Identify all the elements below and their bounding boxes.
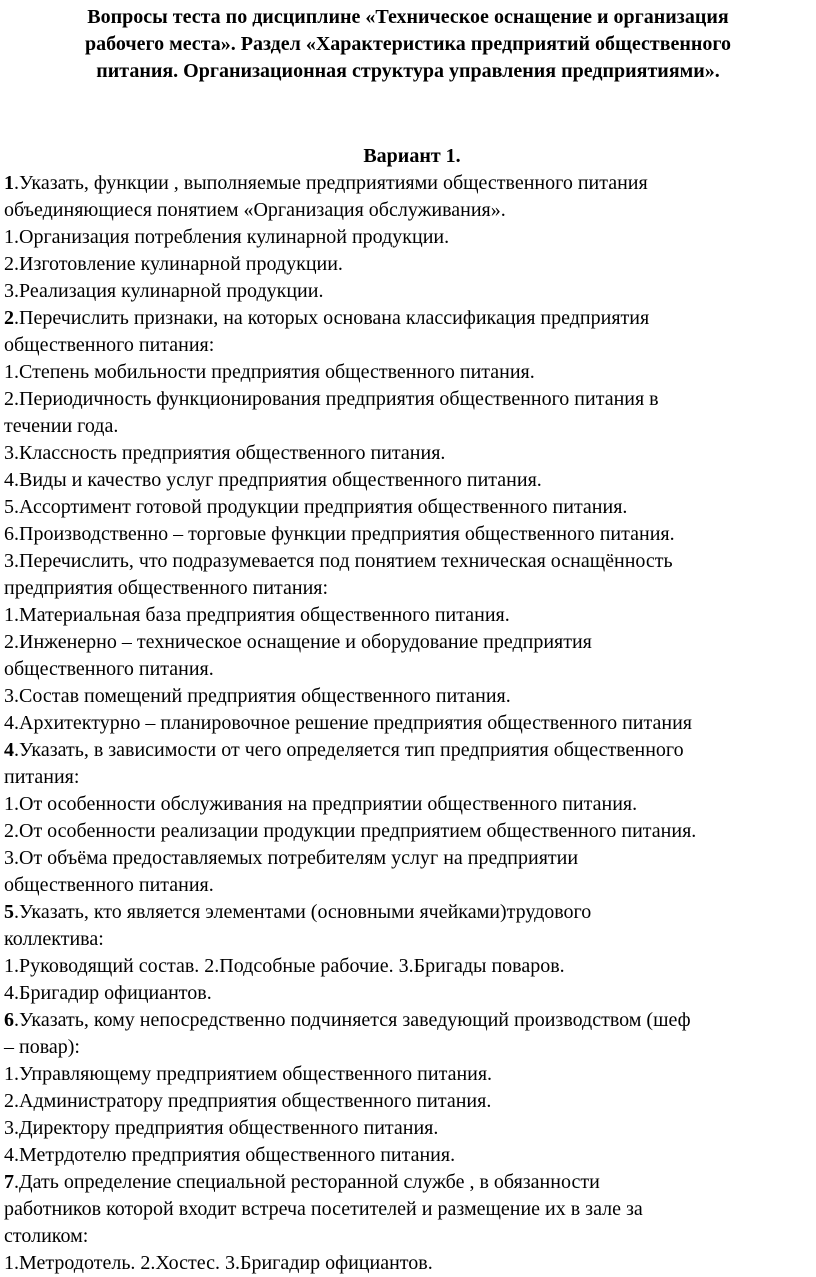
text-line (4, 386, 816, 413)
line-text: предприятия общественного питания: (4, 577, 329, 599)
text-line (4, 1223, 816, 1250)
question-line (4, 305, 816, 332)
document-body (4, 170, 816, 1277)
line-text: 4.Бригадир официантов. (4, 982, 212, 1004)
text-line (4, 251, 816, 278)
text-line (4, 845, 816, 872)
question-line (4, 1169, 816, 1196)
line-text: 1.От особенности обслуживания на предприятии общественного питания. (4, 793, 638, 815)
line-text: питания: (4, 766, 80, 788)
question-number: 5 (4, 901, 14, 923)
line-text: 1.Степень мобильности предприятия общественного питания. (4, 361, 535, 383)
line-text: 3.Реализация кулинарной продукции. (4, 280, 324, 302)
text-line (4, 1088, 816, 1115)
title-line: питания. Организационная структура управления предприятиями». (96, 60, 720, 82)
line-text: 3.Директору предприятия общественного питания. (4, 1117, 439, 1139)
line-text: 2.Инженерно – техническое оснащение и оборудование предприятия (4, 631, 592, 653)
line-text: .Дать определение специальной ресторанной службе , в обязанности (14, 1171, 600, 1193)
question-line (4, 899, 816, 926)
question-number: 1 (4, 172, 14, 194)
text-line (4, 1142, 816, 1169)
text-line (4, 440, 816, 467)
question-number: 4 (4, 739, 14, 761)
text-line (4, 602, 816, 629)
text-line (4, 521, 816, 548)
line-text: коллектива: (4, 928, 104, 950)
text-line (4, 1061, 816, 1088)
title-line: рабочего места». Раздел «Характеристика предприятий общественного (84, 33, 731, 55)
text-line (4, 872, 816, 899)
text-line (4, 575, 816, 602)
line-text: 1.Руководящий состав. 2.Подсобные рабочие. 3.Бригады поваров. (4, 955, 565, 977)
line-text: течении года. (4, 415, 119, 437)
text-line (4, 1196, 816, 1223)
text-line (4, 926, 816, 953)
line-text: 5.Ассортимент готовой продукции предприятия общественного питания. (4, 496, 628, 518)
text-line (4, 548, 816, 575)
text-line (4, 629, 816, 656)
line-text: 3.Состав помещений предприятия общественного питания. (4, 685, 511, 707)
line-text: .Перечислить признаки, на которых основана классификация предприятия (14, 307, 650, 329)
line-text: – повар): (4, 1036, 80, 1058)
line-text: 2.От особенности реализации продукции предприятием общественного питания. (4, 820, 697, 842)
text-line (4, 764, 816, 791)
line-text: столиком: (4, 1225, 89, 1247)
line-text: общественного питания. (4, 658, 214, 680)
line-text: .Указать, функции , выполняемые предприятиями общественного питания (14, 172, 648, 194)
text-line (4, 1034, 816, 1061)
line-text: общественного питания. (4, 874, 214, 896)
text-line (4, 710, 816, 737)
question-number: 6 (4, 1009, 14, 1031)
line-text: .Указать, кто является элементами (основными ячейками)трудового (14, 901, 592, 923)
line-text: 4.Метрдотелю предприятия общественного питания. (4, 1144, 456, 1166)
line-text: .Указать, кому непосредственно подчиняется заведующий производством (шеф (14, 1009, 691, 1031)
line-text: общественного питания: (4, 334, 215, 356)
line-text: 3.От объёма предоставляемых потребителям услуг на предприятии (4, 847, 579, 869)
line-text: работников которой входит встреча посетителей и размещение их в зале за (4, 1198, 643, 1220)
line-text: 2.Администратору предприятия общественного питания. (4, 1090, 492, 1112)
text-line (4, 1250, 816, 1277)
line-text: 3.Перечислить, что подразумевается под понятием техническая оснащённость (4, 550, 673, 572)
question-number: 7 (4, 1171, 14, 1193)
text-line (4, 683, 816, 710)
question-line (4, 737, 816, 764)
text-line (4, 494, 816, 521)
text-line (4, 791, 816, 818)
text-line (4, 278, 816, 305)
line-text: 4.Архитектурно – планировочное решение предприятия общественного питания (4, 712, 692, 734)
text-line (4, 980, 816, 1007)
variant-heading: Вариант 1. (363, 145, 461, 167)
line-text: 4.Виды и качество услуг предприятия общественного питания. (4, 469, 542, 491)
title-line: Вопросы теста по дисциплине «Техническое оснащение и организация (87, 6, 729, 28)
line-text: 1.Метродотель. 2.Хостес. 3.Бригадир официантов. (4, 1252, 433, 1274)
line-text: 1.Организация потребления кулинарной продукции. (4, 226, 450, 248)
text-line (4, 1115, 816, 1142)
text-line (4, 953, 816, 980)
line-text: 2.Периодичность функционирования предприятия общественного питания в (4, 388, 659, 410)
text-line (4, 359, 816, 386)
line-text: 2.Изготовление кулинарной продукции. (4, 253, 343, 275)
text-line (4, 332, 816, 359)
line-text: .Указать, в зависимости от чего определяется тип предприятия общественного (14, 739, 684, 761)
line-text: объединяющиеся понятием «Организация обслуживания». (4, 199, 506, 221)
text-line (4, 197, 816, 224)
question-line (4, 170, 816, 197)
document-title (8, 4, 808, 85)
line-text: 3.Классность предприятия общественного питания. (4, 442, 446, 464)
text-line (4, 818, 816, 845)
line-text: 6.Производственно – торговые функции предприятия общественного питания. (4, 523, 675, 545)
text-line (4, 224, 816, 251)
question-line (4, 1007, 816, 1034)
text-line (4, 467, 816, 494)
text-line (4, 656, 816, 683)
line-text: 1.Управляющему предприятием общественного питания. (4, 1063, 493, 1085)
text-line (4, 413, 816, 440)
line-text: 1.Материальная база предприятия общественного питания. (4, 604, 510, 626)
question-number: 2 (4, 307, 14, 329)
